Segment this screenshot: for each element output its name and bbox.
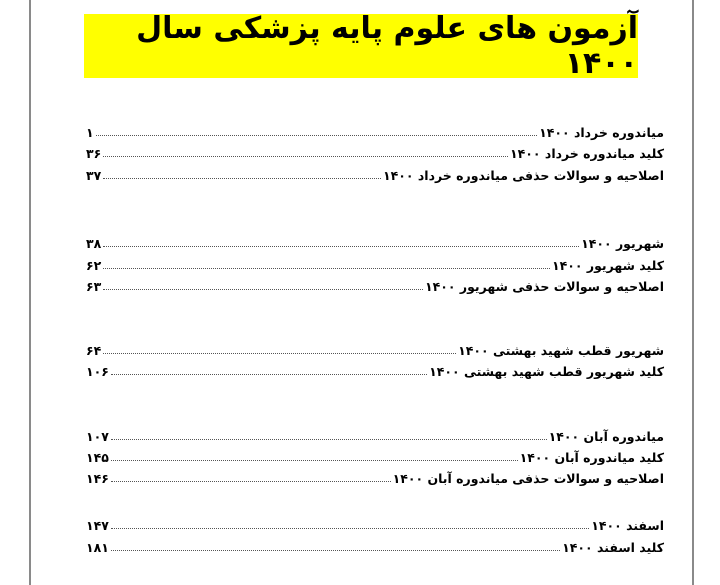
title-banner [84,11,638,81]
toc-entry-label: کلید اسفند ۱۴۰۰ [562,540,664,555]
toc-entry-label: اصلاحیه و سوالات حذفی میاندوره آبان ۱۴۰۰ [392,471,664,486]
dot-leader [111,439,547,440]
dot-leader [111,481,391,482]
toc-entry-label: کلید شهریور قطب شهید بهشتی ۱۴۰۰ [429,364,664,379]
toc-entry[interactable] [86,361,664,379]
toc-entry[interactable] [86,233,664,251]
toc-entry[interactable] [86,276,664,294]
toc-page-number: ۳۸ [86,236,102,251]
toc-entry[interactable] [86,468,664,486]
dot-leader [111,374,427,375]
dot-leader [103,156,508,157]
dot-leader [96,135,537,136]
toc-entry[interactable] [86,165,664,183]
page-title: آزمون های علوم پایه پزشکی سال ۱۴۰۰ [136,11,638,81]
toc-entry[interactable] [86,426,664,444]
toc-page-number: ۱۰۷ [86,429,109,444]
toc-entry[interactable] [86,143,664,161]
dot-leader [111,528,589,529]
dot-leader [111,550,560,551]
toc-entry[interactable] [86,255,664,273]
toc-entry-label: شهریور ۱۴۰۰ [581,236,664,251]
toc-page-number: ۱۴۵ [86,450,109,465]
toc-page-number: ۱ [86,125,94,140]
toc-page-number: ۱۸۱ [86,540,109,555]
toc-page-number: ۱۴۷ [86,518,109,533]
toc-page-number: ۶۲ [86,258,102,273]
toc-entry[interactable] [86,515,664,533]
toc-page-number: ۱۰۶ [86,364,109,379]
dot-leader [103,353,456,354]
toc-entry[interactable] [86,340,664,358]
toc-entry-label: میاندوره آبان ۱۴۰۰ [548,429,664,444]
toc-entry-label: کلید میاندوره خرداد ۱۴۰۰ [510,146,664,161]
toc-entry-label: کلید شهریور ۱۴۰۰ [552,258,664,273]
toc-page-number: ۳۷ [86,168,102,183]
dot-leader [103,268,550,269]
toc-page-number: ۶۴ [86,343,102,358]
toc-page-number: ۳۶ [86,146,102,161]
toc-entry-label: کلید میاندوره آبان ۱۴۰۰ [519,450,664,465]
dot-leader [103,289,423,290]
page-right-border [692,0,694,585]
toc-entry[interactable] [86,122,664,140]
toc-page-number: ۱۴۶ [86,471,109,486]
toc-entry-label: میاندوره خرداد ۱۴۰۰ [539,125,664,140]
toc-page-number: ۶۳ [86,279,102,294]
toc-entry-label: اسفند ۱۴۰۰ [591,518,664,533]
page-left-border [29,0,31,585]
toc-entry-label: اصلاحیه و سوالات حذفی شهریور ۱۴۰۰ [425,279,664,294]
dot-leader [111,460,518,461]
toc-entry-label: شهریور قطب شهید بهشتی ۱۴۰۰ [458,343,664,358]
toc-entry[interactable] [86,537,664,555]
dot-leader [103,246,579,247]
dot-leader [103,178,381,179]
toc-entry-label: اصلاحیه و سوالات حذفی میاندوره خرداد ۱۴۰۰ [383,168,664,183]
toc-entry[interactable] [86,447,664,465]
